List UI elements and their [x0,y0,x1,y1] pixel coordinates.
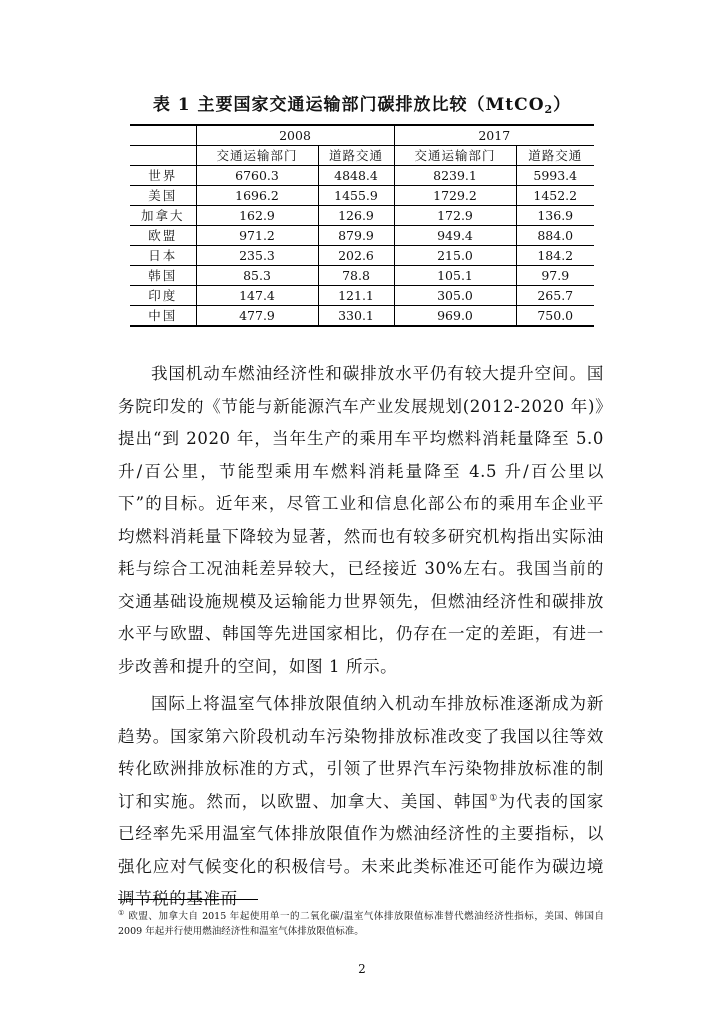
footnote-text: 欧盟、加拿大自 2015 年起使用单一的二氧化碳/温室气体排放限值标准替代燃油经济性指标，美国、韩国自 2009 年起并行使用燃油经济性和温室气体排放限值标准。 [118,911,604,938]
footnote [118,906,604,939]
value-cell: 265.7 [516,286,594,306]
value-cell: 202.6 [318,246,394,266]
value-cell: 1452.2 [516,186,594,206]
table-caption-subscript: 2 [544,103,554,116]
page-number: 2 [358,962,366,976]
value-cell: 235.3 [196,246,318,266]
subheader-road-2017: 道路交通 [516,146,594,166]
value-cell: 750.0 [516,306,594,327]
value-cell: 949.4 [394,226,516,246]
table-row [130,186,594,206]
table-caption-close: ） [553,95,572,115]
value-cell: 147.4 [196,286,318,306]
paragraph: 我国机动车燃油经济性和碳排放水平仍有较大提升空间。国务院印发的《节能与新能源汽车产业发展规划(2012-2020 年)》提出“到 2020 年，当年生产的乘用车平均燃料消耗量降至 5.0 升/百公里，节能型乘用车燃料消耗量降至 4.5 升/百公里以下”的目标。近年来，尽管工业和信息化部公布的乘用车企业平均燃料消耗量下降较为显著，然而也有较多研究机构指出实际油耗与综合工况油耗差异较大，已经接近 30%左右。我国当前的交通基础设施规模及运输能力世界领先，但燃油经济性和碳排放水平与欧盟、韩国等先进国家相比，仍存在一定的差距，有进一步改善和提升的空间，如图 1 所示。 [118,364,604,676]
value-cell: 136.9 [516,206,594,226]
value-cell: 6760.3 [196,166,318,186]
table-row [130,306,594,327]
subheader-transport-2008: 交通运输部门 [196,146,318,166]
value-cell: 8239.1 [394,166,516,186]
value-cell: 184.2 [516,246,594,266]
table-row [130,166,594,186]
corner-cell [130,125,196,146]
value-cell: 162.9 [196,206,318,226]
emissions-table [130,124,594,327]
paragraph-text: 国际上将温室气体排放限值纳入机动车排放标准逐渐成为新趋势。国家第六阶段机动车污染物排放标准改变了我国以往等效转化欧洲排放标准的方式，引领了世界汽车污染物排放标准的制订和实施。然而，以欧盟、加拿大、美国、韩国 [118,694,604,811]
value-cell: 1696.2 [196,186,318,206]
value-cell: 105.1 [394,266,516,286]
value-cell: 969.0 [394,306,516,327]
table-caption [0,90,724,116]
table-row [130,206,594,226]
subheader-row [130,146,594,166]
year-header-row [130,125,594,146]
table-row [130,226,594,246]
corner-cell [130,146,196,166]
value-cell: 215.0 [394,246,516,266]
value-cell: 884.0 [516,226,594,246]
value-cell: 78.8 [318,266,394,286]
country-cell: 日本 [130,246,196,266]
value-cell: 172.9 [394,206,516,226]
body-text [118,358,604,921]
value-cell: 97.9 [516,266,594,286]
value-cell: 1455.9 [318,186,394,206]
subheader-transport-2017: 交通运输部门 [394,146,516,166]
value-cell: 879.9 [318,226,394,246]
table-row [130,266,594,286]
footnote-reference[interactable]: ① [489,793,499,803]
country-cell: 世界 [130,166,196,186]
value-cell: 121.1 [318,286,394,306]
value-cell: 971.2 [196,226,318,246]
value-cell: 5993.4 [516,166,594,186]
country-cell: 加拿大 [130,206,196,226]
country-cell: 欧盟 [130,226,196,246]
footnote-divider [118,899,258,900]
paragraph [118,688,604,916]
country-cell: 中国 [130,306,196,327]
table-caption-main: 表 1 主要国家交通运输部门碳排放比较（MtCO [152,95,545,115]
country-cell: 韩国 [130,266,196,286]
year-header-2017: 2017 [394,125,594,146]
table-row [130,246,594,266]
table-row [130,286,594,306]
value-cell: 4848.4 [318,166,394,186]
value-cell: 126.9 [318,206,394,226]
subheader-road-2008: 道路交通 [318,146,394,166]
value-cell: 1729.2 [394,186,516,206]
value-cell: 305.0 [394,286,516,306]
country-cell: 美国 [130,186,196,206]
paragraph-text: 为代表的国家已经率先采用温室气体排放限值作为燃油经济性的主要指标，以强化应对气候变化的积极信号。未来此类标准还可能作为碳边境调节税的基准而 [118,791,604,908]
value-cell: 330.1 [318,306,394,327]
value-cell: 85.3 [196,266,318,286]
year-header-2008: 2008 [196,125,394,146]
footnote-mark: ① [118,909,125,917]
value-cell: 477.9 [196,306,318,327]
country-cell: 印度 [130,286,196,306]
